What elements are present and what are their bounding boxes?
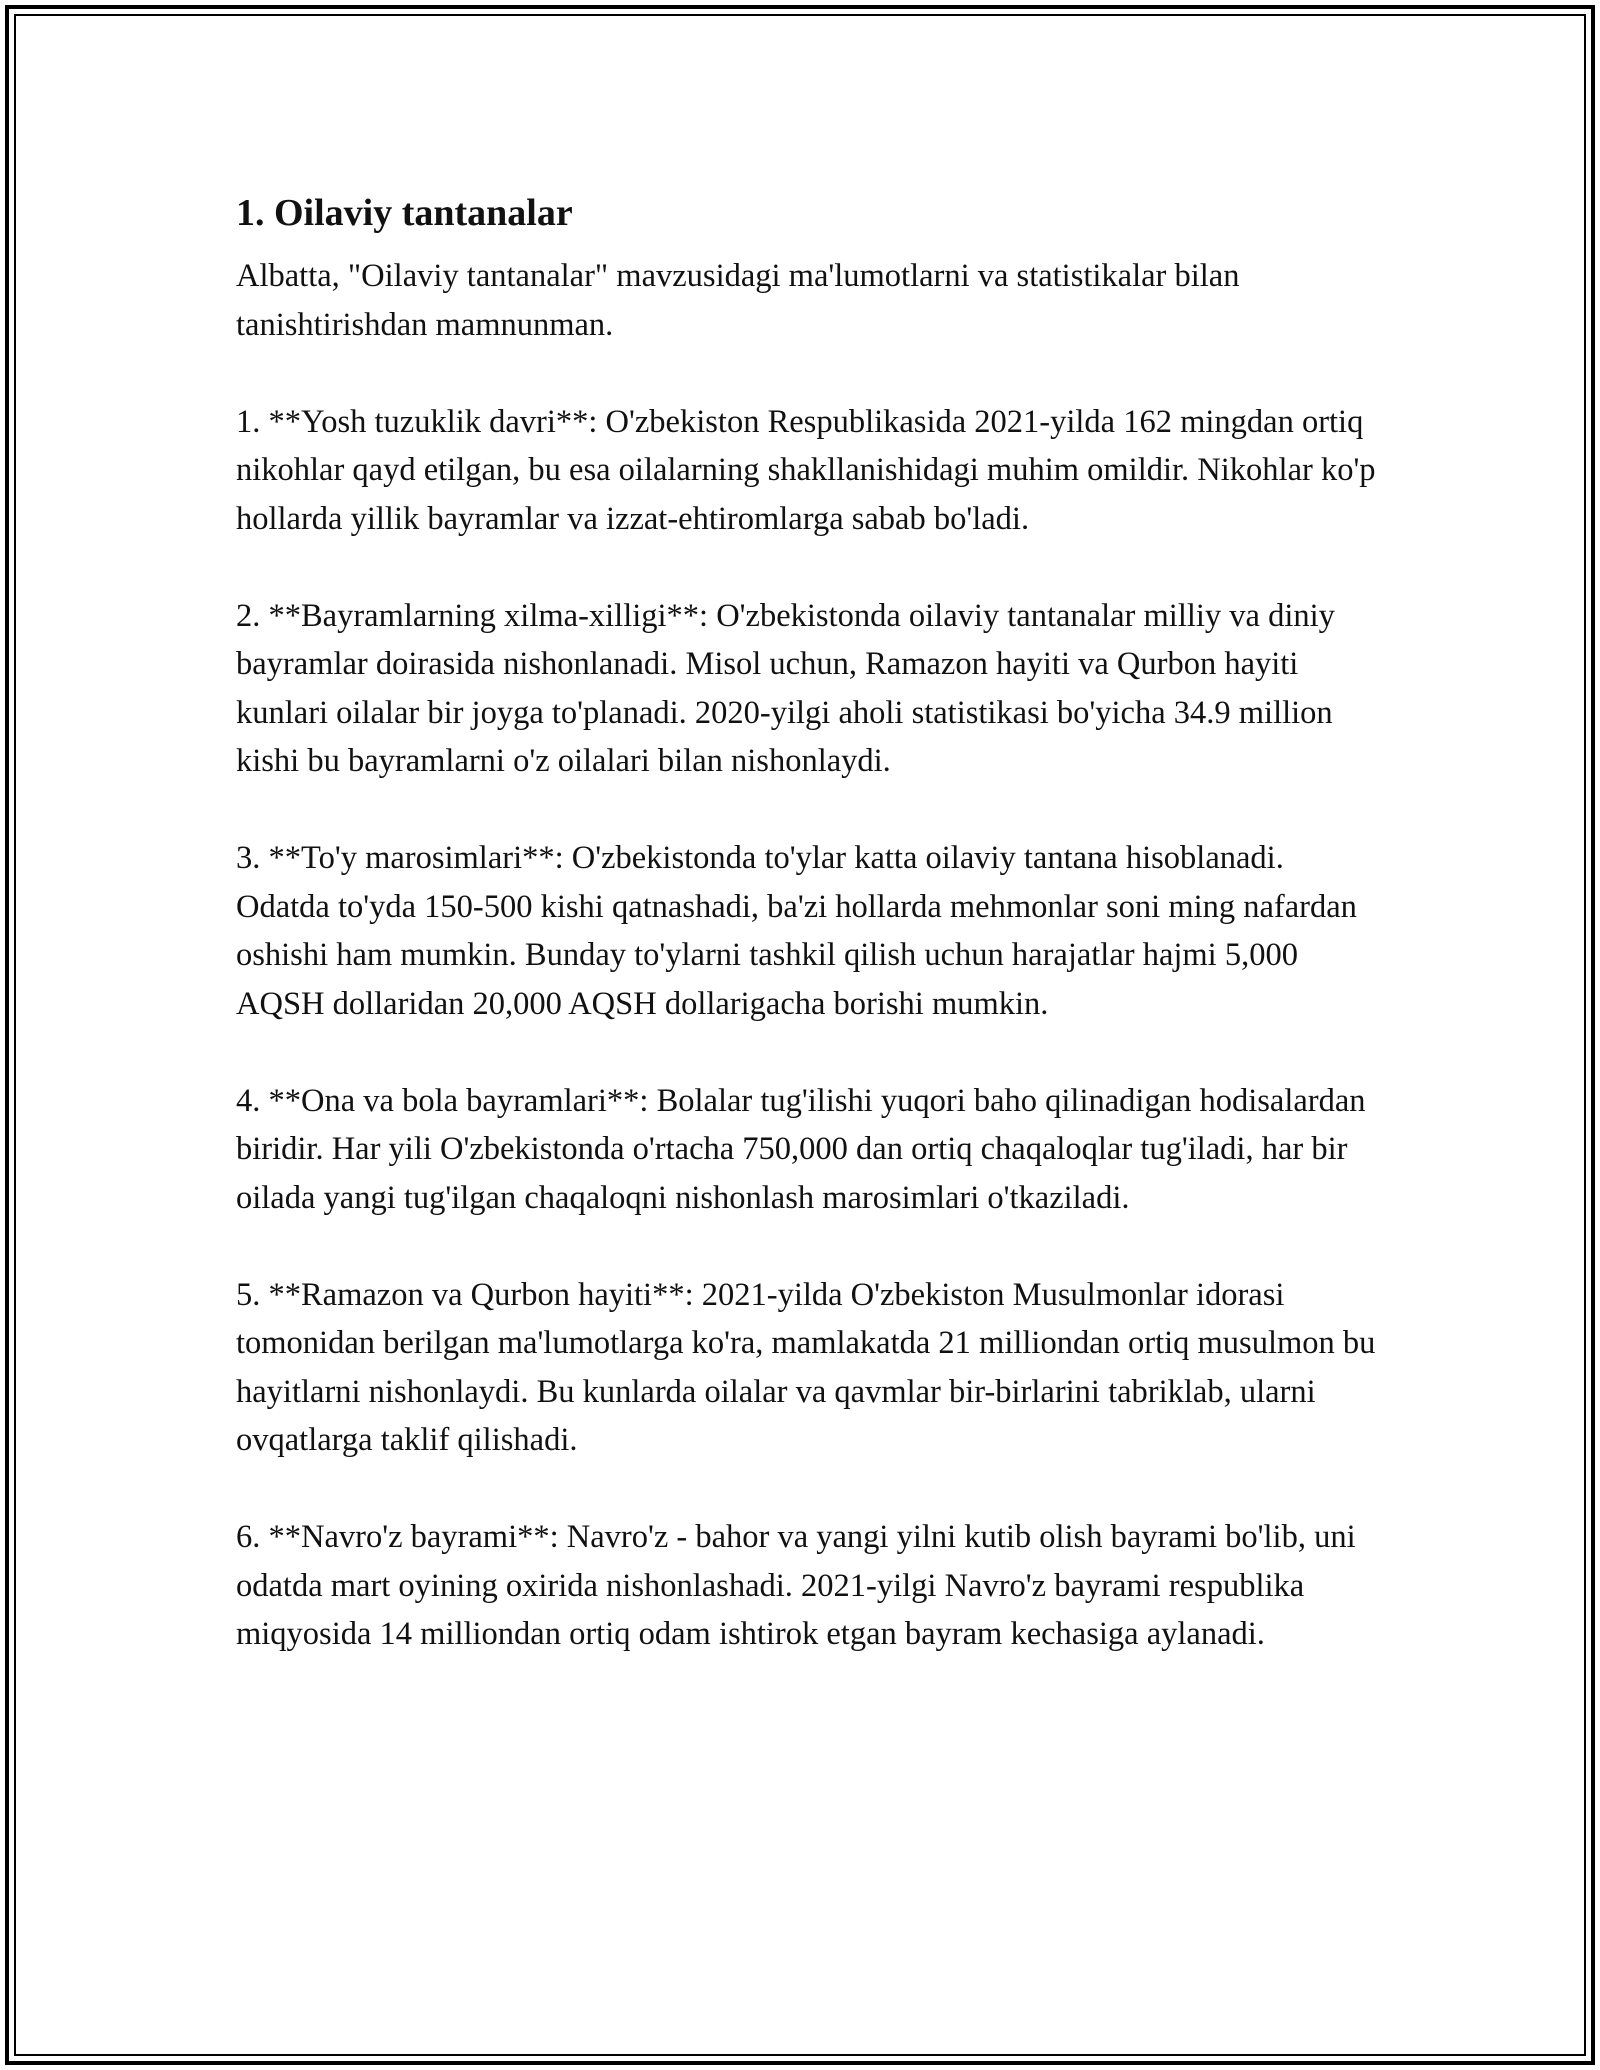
document-body [236,188,1376,1707]
intro-paragraph: Albatta, "Oilaviy tantanalar" mavzusidagi ma'lumotlarni va statistikalar bilan tanishtirishdan mamnunman. [236,258,1240,343]
document-title: 1. Oilaviy tantanalar [236,192,573,234]
list-item-5: 5. **Ramazon va Qurbon hayiti**: 2021-yilda O'zbekiston Musulmonlar idorasi tomonidan berilgan ma'lumotlarga ko'ra, mamlakatda 21 milliondan ortiq musulmon bu hayitlarni nishonlaydi. Bu kunlarda oilalar va qavmlar bir-birlarini tabriklab, ularni ovqatlarga taklif qilishadi. [236,1276,1376,1458]
list-item-1: 1. **Yosh tuzuklik davri**: O'zbekiston Respublikasida 2021-yilda 162 mingdan ortiq nikohlar qayd etilgan, bu esa oilalarning shakllanishidagi muhim omildir. Nikohlar ko'p hollarda yillik bayramlar va izzat-ehtiromlarga sabab bo'ladi. [236,403,1376,537]
list-item-3: 3. **To'y marosimlari**: O'zbekistonda to'ylar katta oilaviy tantana hisoblanadi. Odatda to'yda 150-500 kishi qatnashadi, ba'zi hollarda mehmonlar soni ming nafardan oshishi ham mumkin. Bunday to'ylarni tashkil qilish uchun harajatlar hajmi 5,000 AQSH dollaridan 20,000 AQSH dollarigacha borishi mumkin. [236,840,1357,1022]
list-item-4: 4. **Ona va bola bayramlari**: Bolalar tug'ilishi yuqori baho qilinadigan hodisalardan biridir. Har yili O'zbekistonda o'rtacha 750,000 dan ortiq chaqaloqlar tug'iladi, har bir oilada yangi tug'ilgan chaqaloqni nishonlash marosimlari o'tkaziladi. [236,1082,1366,1216]
list-item-6: 6. **Navro'z bayrami**: Navro'z - bahor va yangi yilni kutib olish bayrami bo'lib, uni odatda mart oyining oxirida nishonlashadi. 2021-yilgi Navro'z bayrami respublika miqyosida 14 milliondan ortiq odam ishtirok etgan bayram kechasiga aylanadi. [236,1519,1356,1652]
list-item-2: 2. **Bayramlarning xilma-xilligi**: O'zbekistonda oilaviy tantanalar milliy va diniy bayramlar doirasida nishonlanadi. Misol uchun, Ramazon hayiti va Qurbon hayiti kunlari oilalar bir joyga to'planadi. 2020-yilgi aholi statistikasi bo'yicha 34.9 million kishi bu bayramlarni o'z oilalari bilan nishonlaydi. [236,597,1335,779]
